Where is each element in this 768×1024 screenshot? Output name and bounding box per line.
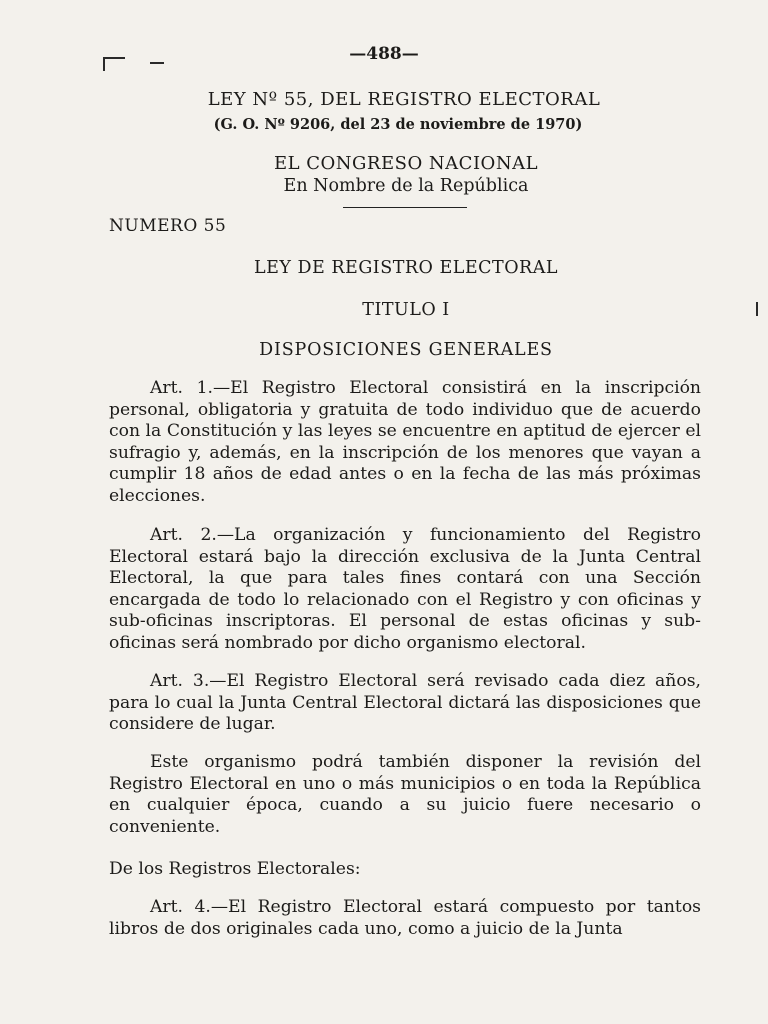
divider-rule (343, 207, 467, 208)
subheading: De los Registros Electorales: (109, 859, 361, 879)
law-name: LEY DE REGISTRO ELECTORAL (254, 258, 558, 278)
congress-heading: EL CONGRESO NACIONAL (273, 153, 539, 174)
article-3-continuation: Este organismo podrá también disponer la revisión del Registro Electoral en uno o más municipios o en toda la República en cualquier época, cuando a su juicio fuere necesario o conveniente. (109, 752, 701, 837)
article-2: Art. 2.—La organización y funcionamiento del Registro Electoral estará bajo la dirección exclusiva de la Junta Central Electoral, la que para tales fines contará con una Sección encargada de todo lo relacionado con el Registro y con oficinas y sub-oficinas inscriptoras. El personal de estas oficinas y sub-oficinas será nombrado por dicho organismo electoral. (109, 525, 701, 653)
in-name-heading: En Nombre de la República (283, 176, 529, 196)
law-number: NUMERO 55 (109, 216, 227, 236)
article-1: Art. 1.—El Registro Electoral consistirá en la inscripción personal, obligatoria y gratuita de todo individuo que de acuerdo con la Constitución y las leyes se encuentre en aptitud de ejercer el sufragio y, además, en la inscripción de los menores que vayan a cumplir 18 años de edad antes o en la fecha de las más próximas elecciones. (109, 378, 701, 506)
page-number: —488— (349, 44, 419, 64)
article-3: Art. 3.—El Registro Electoral será revisado cada diez años, para lo cual la Junta Central Electoral dictará las disposiciones que considere de lugar. (109, 671, 701, 735)
article-4: Art. 4.—El Registro Electoral estará compuesto por tantos libros de dos originales cada uno, como a juicio de la Junta (109, 897, 701, 939)
title-heading: TITULO I (362, 300, 450, 320)
section-heading: DISPOSICIONES GENERALES (259, 340, 553, 360)
law-title: LEY Nº 55, DEL REGISTRO ELECTORAL (207, 89, 601, 110)
gazette-reference: (G. O. Nº 9206, del 23 de noviembre de 1970) (213, 116, 583, 133)
